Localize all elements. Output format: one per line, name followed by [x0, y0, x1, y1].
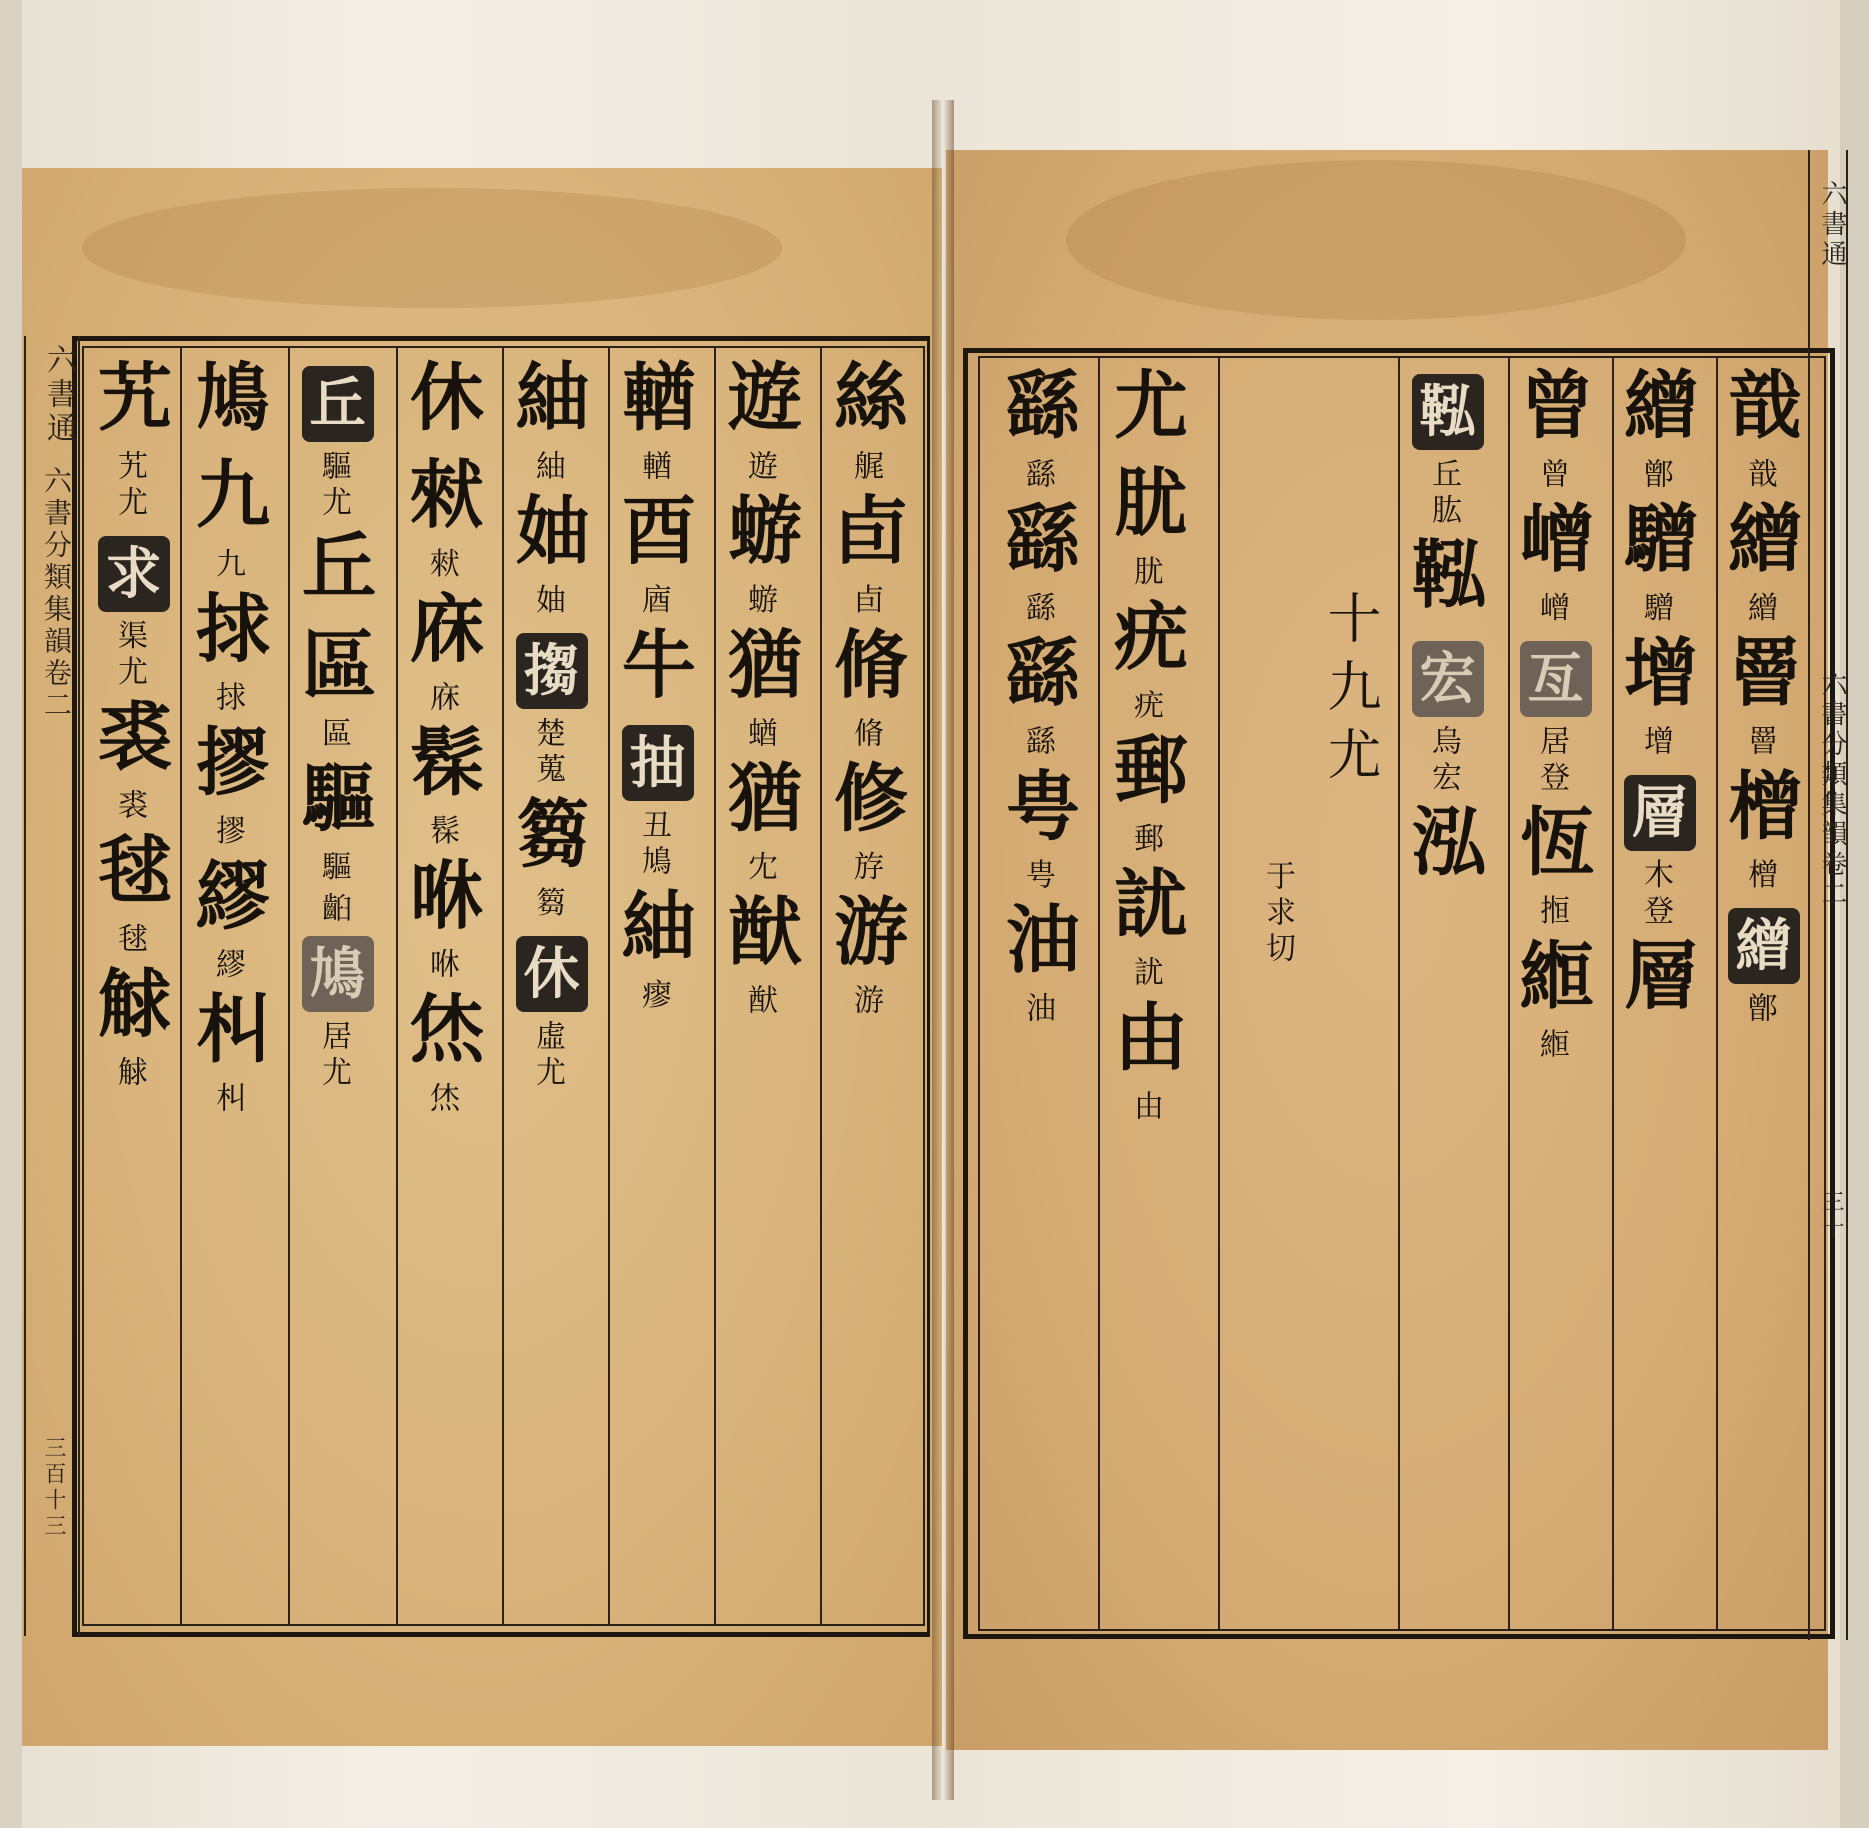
head-character: 曾	[1508, 366, 1594, 458]
head-character: 尤	[1102, 366, 1188, 458]
gloss: 毬	[112, 922, 147, 959]
gloss: 齨	[316, 892, 351, 929]
character: 疣	[1102, 597, 1188, 690]
gloss: 疣	[1128, 689, 1163, 726]
character: 丘	[290, 527, 376, 620]
gloss: 瘳	[636, 978, 671, 1015]
gloss: 游	[848, 984, 883, 1021]
gloss: 丘肱	[1426, 458, 1461, 530]
character: 修	[822, 758, 908, 851]
character: 卣	[822, 491, 908, 584]
seal-stamp: 鞃	[1412, 374, 1484, 450]
gloss: 由	[1128, 1089, 1163, 1126]
character: 牛	[610, 625, 696, 718]
gloss: 丑鳩	[636, 809, 671, 882]
gloss: 嶒	[1534, 591, 1569, 628]
character: 觩	[86, 964, 172, 1057]
book-gutter	[932, 100, 954, 1800]
text-column-4	[504, 358, 590, 1618]
gloss: 冘	[742, 850, 777, 887]
gloss: 驓	[1638, 591, 1673, 628]
text-column-r5	[1102, 366, 1188, 1626]
gloss: 艉	[848, 450, 883, 486]
gloss: 油	[1020, 992, 1055, 1029]
character: 增	[1612, 633, 1698, 726]
text-column-r1	[1716, 366, 1802, 1626]
seal-stamp: 層	[1624, 775, 1696, 851]
character: 篘	[504, 794, 590, 887]
character: 脩	[822, 625, 908, 718]
character: 猌	[398, 455, 484, 548]
character: 泓	[1400, 802, 1486, 895]
margin-volume: 六書分類集韻卷二	[1817, 670, 1847, 910]
head-character: 紬	[504, 358, 590, 450]
text-column-6	[290, 358, 376, 1618]
character: 猶	[716, 625, 802, 718]
gloss: 橧	[1742, 858, 1777, 895]
character: 裘	[86, 697, 172, 790]
character: 紬	[610, 886, 696, 979]
text-column-r2	[1612, 366, 1698, 1626]
head-character: 休	[398, 358, 484, 450]
gloss: 捄	[210, 681, 245, 718]
gloss: 遊	[742, 450, 777, 486]
gloss: 郵	[1128, 822, 1163, 859]
gloss: 卣	[848, 583, 883, 620]
character: 摎	[184, 722, 270, 815]
character: 庥	[398, 589, 484, 682]
character: 肬	[1102, 463, 1188, 556]
gloss: 脩	[848, 717, 883, 754]
character: 猶	[716, 758, 802, 851]
gloss: 繇	[1020, 458, 1055, 494]
character: 驓	[1612, 499, 1698, 592]
gloss: 驅	[316, 850, 351, 887]
head-character: 戠	[1716, 366, 1802, 458]
seal-stamp: 丘	[302, 366, 374, 442]
column-rule	[180, 346, 182, 1626]
gloss: 朻	[210, 1081, 245, 1118]
character: 毬	[86, 830, 172, 923]
gloss: 輶	[636, 450, 671, 486]
text-column-r6	[994, 366, 1080, 1626]
gloss: 髹	[424, 814, 459, 851]
gloss: 庮	[636, 583, 671, 620]
text-column-1	[822, 358, 908, 1618]
character: 罾	[1716, 633, 1802, 726]
gloss: 紬	[530, 450, 565, 486]
stain	[82, 188, 782, 308]
margin-page-number: 三百十三	[41, 1436, 66, 1540]
gloss: 增	[1638, 725, 1673, 762]
head-character: 鳩	[184, 358, 270, 450]
head-character: 遊	[716, 358, 802, 450]
head-character: 繇	[994, 366, 1080, 458]
seal-stamp: 求	[98, 536, 170, 612]
margin-title: 六書通	[1817, 180, 1847, 270]
gloss: 甹	[1020, 858, 1055, 895]
column-rule	[1218, 356, 1220, 1631]
text-column-2	[716, 358, 802, 1618]
gloss: 繒	[1742, 591, 1777, 628]
head-character: 艽	[86, 358, 172, 450]
character: 油	[994, 900, 1080, 993]
right-margin-strip	[1808, 150, 1848, 1640]
gloss: 猌	[424, 547, 459, 584]
text-column-3	[610, 358, 696, 1618]
gloss: 繇	[1020, 591, 1055, 628]
character: 捄	[184, 589, 270, 682]
left-margin-strip	[24, 336, 80, 1636]
seal-stamp: 亙	[1520, 641, 1592, 717]
character: 驅	[290, 758, 376, 851]
margin-volume: 六書分類集韻卷二	[40, 466, 73, 722]
seal-stamp: 抽	[622, 725, 694, 801]
gloss: 斿	[848, 850, 883, 887]
section-heading: 十九尤	[1319, 590, 1382, 794]
seal-stamp: 鳩	[302, 936, 374, 1012]
section-fanqie: 于求切	[1260, 860, 1295, 968]
text-column-r3	[1508, 366, 1594, 1626]
gloss: 摎	[210, 814, 245, 851]
character: 烋	[398, 989, 484, 1082]
gloss: 蝣	[742, 583, 777, 620]
gloss: 肬	[1128, 555, 1163, 592]
gloss: 渠尤	[112, 619, 147, 692]
gloss: 繇	[1020, 725, 1055, 762]
character: 繆	[184, 856, 270, 949]
head-character: 輶	[610, 358, 696, 450]
gloss: 驅尤	[316, 450, 351, 522]
gloss: 庥	[424, 681, 459, 718]
gloss: 九	[210, 547, 245, 584]
gloss: 鄫	[1638, 458, 1673, 494]
column-rule	[1098, 356, 1100, 1631]
character: 郵	[1102, 730, 1188, 823]
gloss: 鄫	[1742, 992, 1777, 1029]
gloss: 曾	[1534, 458, 1569, 494]
stain	[1066, 160, 1686, 320]
character: 猷	[716, 892, 802, 985]
gloss: 艽尤	[112, 450, 147, 522]
character: 朻	[184, 989, 270, 1082]
character: 咻	[398, 856, 484, 949]
gloss: 虛尤	[530, 1020, 565, 1093]
gloss: 篘	[530, 886, 565, 923]
character: 由	[1102, 997, 1188, 1090]
gloss: 蝤	[742, 717, 777, 754]
character: 嶒	[1508, 499, 1594, 592]
margin-page-number: 三十	[1819, 1190, 1844, 1242]
character: 髹	[398, 722, 484, 815]
character: 妯	[504, 491, 590, 584]
gloss: 觩	[112, 1056, 147, 1093]
gloss: 妯	[530, 583, 565, 620]
gloss: 裘	[112, 789, 147, 826]
gloss: 烋	[424, 1081, 459, 1118]
gloss: 木登	[1638, 858, 1673, 931]
gloss: 咻	[424, 948, 459, 985]
gloss: 搄	[1534, 894, 1569, 931]
seal-stamp: 休	[516, 936, 588, 1012]
text-column-7	[184, 358, 270, 1618]
gloss: 居尤	[316, 1020, 351, 1093]
head-character: 繒	[1612, 366, 1698, 458]
seal-stamp: 搊	[516, 633, 588, 709]
margin-title: 六書通	[41, 344, 76, 446]
character: 訧	[1102, 864, 1188, 957]
character: 恆	[1508, 802, 1594, 895]
character: 繇	[994, 633, 1080, 726]
text-column-5	[398, 358, 484, 1618]
character: 蝣	[716, 491, 802, 584]
character: 縆	[1508, 936, 1594, 1029]
gloss: 區	[316, 717, 351, 754]
character: 繒	[1716, 499, 1802, 592]
gloss: 戠	[1742, 458, 1777, 494]
gloss: 居登	[1534, 725, 1569, 798]
head-character: 絲	[822, 358, 908, 450]
character: 層	[1612, 936, 1698, 1029]
character: 繇	[994, 499, 1080, 592]
seal-stamp: 繒	[1728, 908, 1800, 984]
gloss: 烏宏	[1426, 725, 1461, 798]
text-column-8	[86, 358, 172, 1618]
gloss: 猷	[742, 984, 777, 1021]
character: 甹	[994, 766, 1080, 859]
gloss: 繆	[210, 948, 245, 985]
character: 區	[290, 625, 376, 718]
seal-stamp: 宏	[1412, 641, 1484, 717]
character: 鞃	[1400, 535, 1486, 628]
gloss: 罾	[1742, 725, 1777, 762]
character: 游	[822, 892, 908, 985]
gloss: 楚蒐	[530, 717, 565, 790]
character: 九	[184, 455, 270, 548]
gloss: 縆	[1534, 1028, 1569, 1065]
character: 橧	[1716, 766, 1802, 859]
character: 酉	[610, 491, 696, 584]
gloss: 訧	[1128, 956, 1163, 993]
text-column-r4	[1400, 366, 1486, 1626]
